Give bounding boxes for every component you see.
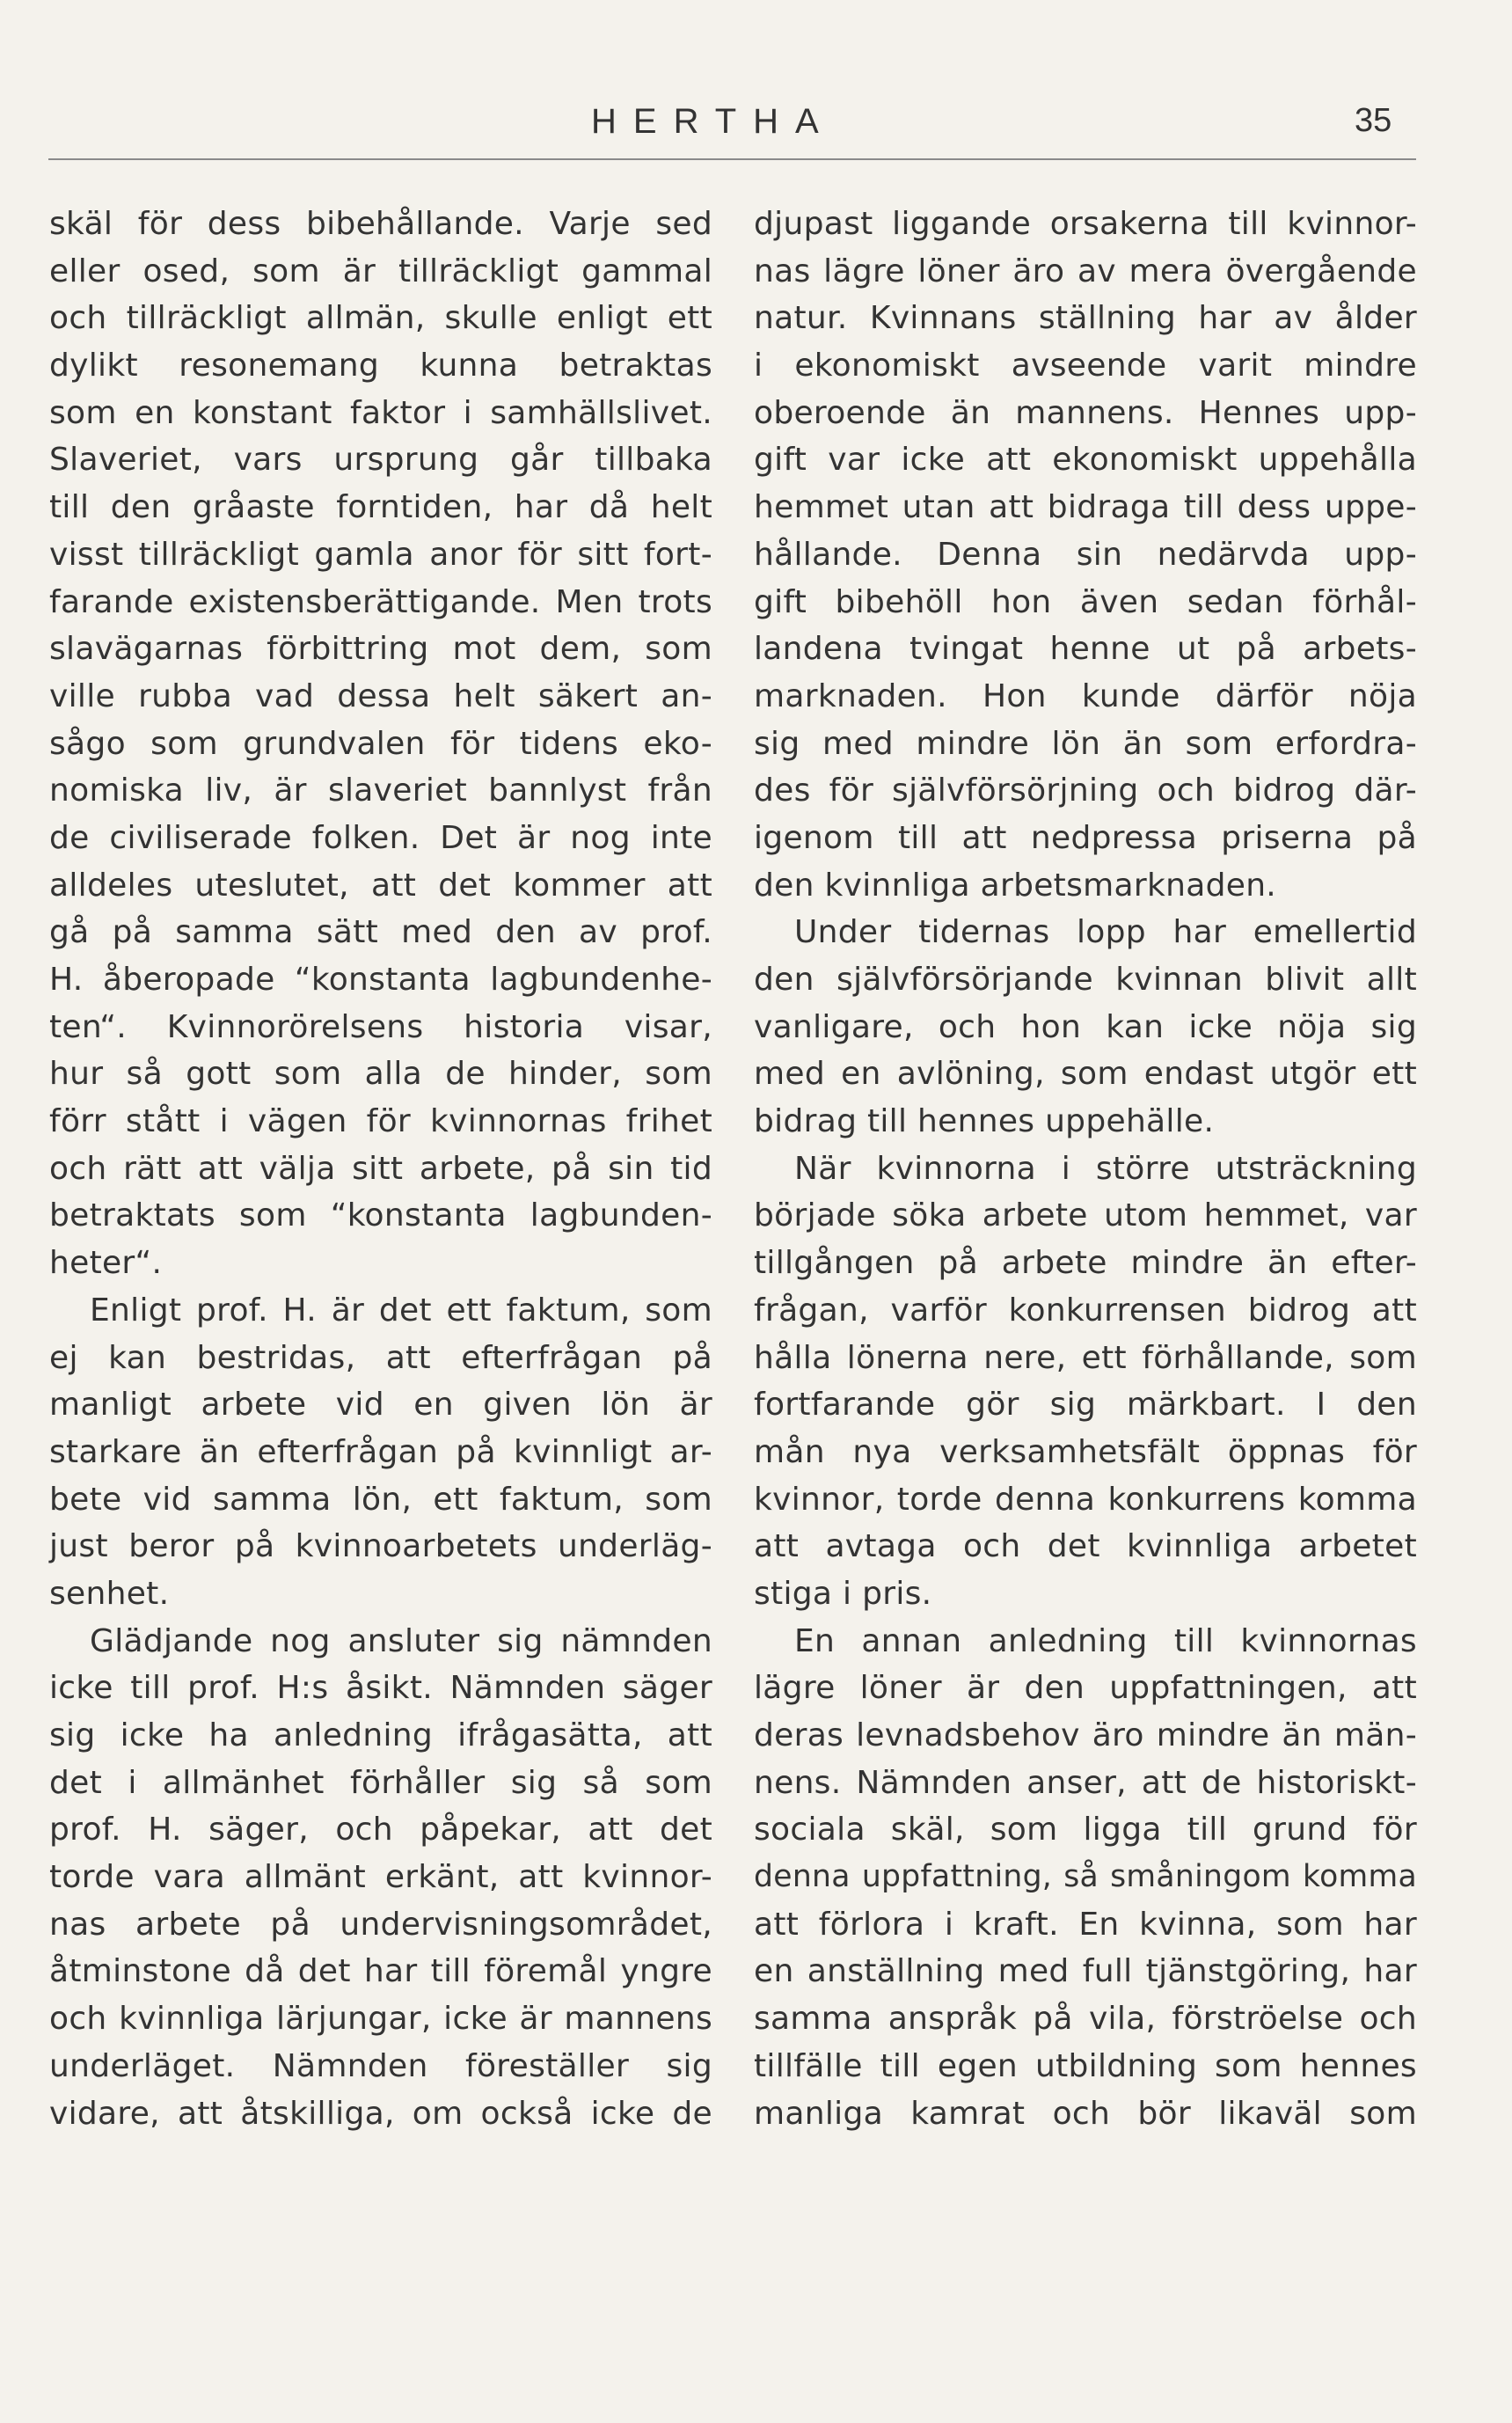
text-line: ville rubba vad dessa helt säkert an-	[49, 677, 712, 714]
text-line: att förlora i kraft. En kvinna, som har	[754, 1906, 1417, 1943]
text-line: frågan, varför konkurrensen bidrog att	[754, 1292, 1417, 1329]
text-line: kvinnor, torde denna konkurrens komma	[754, 1481, 1417, 1518]
text-line: prof. H. säger, och påpekar, att det	[49, 1812, 712, 1848]
text-line: skäl för dess bibehållande. Varje sed	[49, 206, 712, 242]
text-line: deras levnadsbehov äro mindre än män-	[754, 1717, 1417, 1753]
text-line: Under tidernas lopp har emellertid	[794, 914, 1417, 951]
text-line: När kvinnorna i större utsträckning	[794, 1150, 1417, 1187]
text-line: Enligt prof. H. är det ett faktum, som	[90, 1292, 712, 1329]
text-line: hållande. Denna sin nedärvda upp-	[754, 536, 1417, 573]
text-line: tillfälle till egen utbildning som hennes	[754, 2047, 1417, 2084]
text-line: farande existensberättigande. Men trots	[49, 583, 712, 620]
text-line: i ekonomiskt avseende varit mindre	[754, 348, 1417, 384]
text-line: förr stått i vägen för kvinnornas frihet	[49, 1103, 712, 1140]
text-line: manliga kamrat och bör likaväl som	[754, 2095, 1417, 2132]
text-line: lägre löner är den uppfattningen, att	[754, 1670, 1417, 1707]
text-line: En annan anledning till kvinnornas	[794, 1622, 1417, 1659]
text-line: igenom till att nedpressa priserna på	[754, 819, 1417, 856]
text-line: nas lägre löner äro av mera övergående	[754, 253, 1417, 289]
text-line: sågo som grundvalen för tidens eko-	[49, 725, 712, 762]
text-line: oberoende än mannens. Hennes upp-	[754, 394, 1417, 431]
running-title: HERTHA	[591, 102, 836, 141]
text-line: slavägarnas förbittring mot dem, som	[49, 631, 712, 668]
text-line: den kvinnliga arbetsmarknaden.	[754, 867, 1277, 904]
text-line: eller osed, som är tillräckligt gammal	[49, 253, 712, 289]
text-line: dylikt resonemang kunna betraktas	[49, 348, 712, 384]
text-line: som en konstant faktor i samhällslivet.	[49, 394, 712, 431]
text-line: och tillräckligt allmän, skulle enligt ett	[49, 300, 712, 337]
text-line: starkare än efterfrågan på kvinnligt ar-	[49, 1433, 712, 1470]
text-line: och kvinnliga lärjungar, icke är mannens	[49, 2001, 712, 2038]
text-line: marknaden. Hon kunde därför nöja	[754, 677, 1417, 714]
text-line: torde vara allmänt erkänt, att kvinnor-	[49, 1859, 712, 1896]
text-line: vidare, att åtskilliga, om också icke de	[49, 2095, 712, 2132]
text-line: samma anspråk på vila, förströelse och	[754, 2001, 1417, 2038]
text-line: alldeles uteslutet, att det kommer att	[49, 867, 712, 904]
text-line: ten“. Kvinnorörelsens historia visar,	[49, 1008, 712, 1045]
text-line: och rätt att välja sitt arbete, på sin tid	[49, 1150, 712, 1187]
text-line: det i allmänhet förhåller sig så som	[49, 1764, 712, 1801]
header-rule	[48, 158, 1416, 160]
text-line: gift var icke att ekonomiskt uppehålla	[754, 442, 1417, 479]
text-line: sociala skäl, som ligga till grund för	[754, 1812, 1417, 1848]
text-line: de civiliserade folken. Det är nog inte	[49, 819, 712, 856]
text-line: H. åberopade “konstanta lagbundenhe-	[49, 962, 712, 998]
text-line: Glädjande nog ansluter sig nämnden	[90, 1622, 712, 1659]
text-line: sig med mindre lön än som erfordra-	[754, 725, 1417, 762]
text-line: visst tillräckligt gamla anor för sitt fort-	[49, 536, 712, 573]
text-line: djupast liggande orsakerna till kvinnor-	[754, 206, 1417, 242]
text-line: bidrag till hennes uppehälle.	[754, 1103, 1215, 1140]
text-line: denna uppfattning, så småningom komma	[754, 1859, 1417, 1895]
text-line: ej kan bestridas, att efterfrågan på	[49, 1339, 712, 1376]
text-line: manligt arbete vid en given lön är	[49, 1387, 712, 1424]
text-line: den självförsörjande kvinnan blivit allt	[754, 962, 1417, 998]
text-line: nas arbete på undervisningsområdet,	[49, 1906, 712, 1943]
text-line: sig icke ha anledning ifrågasätta, att	[49, 1717, 712, 1753]
text-line: åtminstone då det har till föremål yngre	[49, 1953, 712, 1990]
text-line: att avtaga och det kvinnliga arbetet	[754, 1528, 1417, 1565]
text-line: en anställning med full tjänstgöring, har	[754, 1953, 1417, 1990]
running-header	[0, 104, 1512, 157]
text-line: icke till prof. H:s åsikt. Nämnden säger	[49, 1670, 712, 1707]
text-line: nens. Nämnden anser, att de historiskt-	[754, 1764, 1417, 1801]
text-line: gift bibehöll hon även sedan förhål-	[754, 583, 1417, 620]
text-line: Slaveriet, vars ursprung går tillbaka	[49, 442, 712, 479]
text-line: fortfarande gör sig märkbart. I den	[754, 1387, 1417, 1424]
text-line: mån nya verksamhetsfält öppnas för	[754, 1433, 1417, 1470]
text-line: med en avlöning, som endast utgör ett	[754, 1056, 1417, 1093]
text-line: till den gråaste forntiden, har då helt	[49, 489, 712, 526]
text-line: nomiska liv, är slaveriet bannlyst från	[49, 772, 712, 809]
text-line: des för självförsörjning och bidrog där-	[754, 772, 1417, 809]
text-line: heter“.	[49, 1245, 163, 1282]
text-line: började söka arbete utom hemmet, var	[754, 1197, 1417, 1234]
text-line: natur. Kvinnans ställning har av ålder	[754, 300, 1417, 337]
text-line: hemmet utan att bidraga till dess uppe-	[754, 489, 1417, 526]
text-line: hålla lönerna nere, ett förhållande, som	[754, 1339, 1417, 1376]
text-line: underläget. Nämnden föreställer sig	[49, 2047, 712, 2084]
left-text-column	[49, 201, 712, 2137]
text-line: landena tvingat henne ut på arbets-	[754, 631, 1417, 668]
right-text-column	[754, 201, 1417, 2137]
text-line: bete vid samma lön, ett faktum, som	[49, 1481, 712, 1518]
text-line: just beror på kvinnoarbetets underläg-	[49, 1528, 712, 1565]
text-line: hur så gott som alla de hinder, som	[49, 1056, 712, 1093]
text-line: senhet.	[49, 1575, 170, 1612]
text-line: betraktats som “konstanta lagbunden-	[49, 1197, 712, 1234]
text-line: stiga i pris.	[754, 1575, 932, 1612]
text-line: gå på samma sätt med den av prof.	[49, 914, 712, 951]
page-number: 35	[1355, 102, 1392, 139]
text-line: vanligare, och hon kan icke nöja sig	[754, 1008, 1417, 1045]
text-line: tillgången på arbete mindre än efter-	[754, 1245, 1417, 1282]
